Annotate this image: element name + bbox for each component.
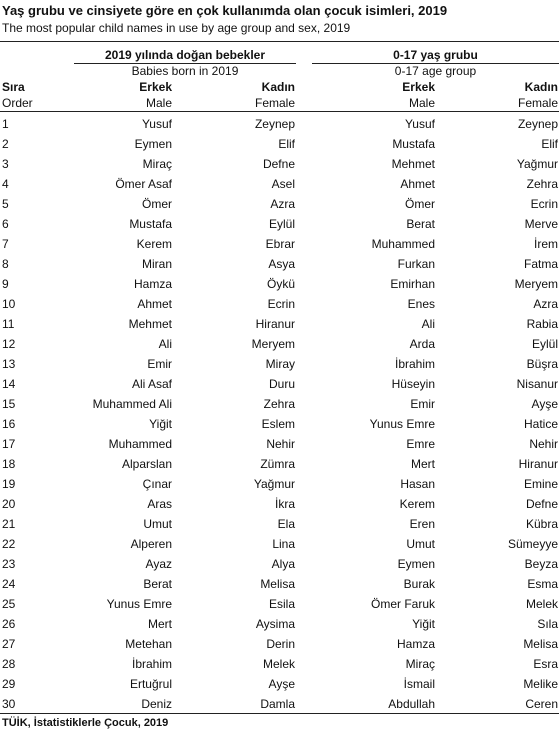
babies-male-name: Alparslan bbox=[121, 457, 172, 471]
babies-male-name: Kerem bbox=[136, 237, 172, 251]
babies-female-name: Ela bbox=[277, 517, 295, 531]
rank-header-en: Order bbox=[2, 96, 33, 110]
age-female-name: Defne bbox=[525, 497, 558, 511]
babies-female-name: Damla bbox=[260, 697, 295, 711]
group-babies-title: 2019 yılında doğan bebekler bbox=[104, 48, 266, 62]
babies-male-name: Ali Asaf bbox=[131, 377, 172, 391]
babies-female-name: Defne bbox=[262, 157, 295, 171]
table-row bbox=[0, 434, 559, 454]
babies-female-name: Eslem bbox=[261, 417, 295, 431]
group-age-subtitle: 0-17 age group bbox=[394, 64, 477, 78]
table-row bbox=[0, 254, 559, 274]
rank-cell: 2 bbox=[2, 137, 9, 151]
age-female-name: Rabia bbox=[526, 317, 558, 331]
babies-female-name: Asya bbox=[268, 257, 295, 271]
age-female-name: Fatma bbox=[523, 257, 558, 271]
age-female-name: Azra bbox=[533, 297, 558, 311]
babies-male-name: Deniz bbox=[141, 697, 172, 711]
babies-male-name: Mert bbox=[148, 617, 172, 631]
rank-cell: 5 bbox=[2, 197, 9, 211]
babies-male-name: Ertuğrul bbox=[129, 677, 172, 691]
age-female-header-tr: Kadın bbox=[524, 80, 558, 94]
age-female-name: Meryem bbox=[514, 277, 558, 291]
age-female-name: Ecrin bbox=[530, 197, 558, 211]
age-male-name: İbrahim bbox=[394, 357, 435, 371]
age-female-header-en: Female bbox=[517, 96, 558, 110]
age-female-name: Sıla bbox=[537, 617, 558, 631]
babies-female-name: Melisa bbox=[260, 577, 295, 591]
babies-female-header-tr: Kadın bbox=[261, 80, 295, 94]
age-female-name: Ayşe bbox=[531, 397, 558, 411]
age-male-name: Mert bbox=[411, 457, 435, 471]
rank-cell: 13 bbox=[2, 357, 16, 371]
age-male-name: Ali bbox=[421, 317, 435, 331]
age-male-name: İsmail bbox=[403, 677, 435, 691]
age-male-name: Hamza bbox=[396, 637, 435, 651]
age-female-name: Nisanur bbox=[516, 377, 558, 391]
group-age-rule bbox=[312, 63, 559, 64]
rank-cell: 24 bbox=[2, 577, 16, 591]
rank-cell: 23 bbox=[2, 557, 16, 571]
age-male-name: Arda bbox=[409, 337, 435, 351]
rank-cell: 30 bbox=[2, 697, 16, 711]
babies-female-name: Lina bbox=[272, 537, 295, 551]
babies-male-name: İbrahim bbox=[131, 657, 172, 671]
babies-male-name: Eymen bbox=[134, 137, 172, 151]
table-row bbox=[0, 554, 559, 574]
rank-cell: 8 bbox=[2, 257, 9, 271]
age-female-name: Büşra bbox=[526, 357, 558, 371]
rank-cell: 7 bbox=[2, 237, 9, 251]
header-rule bbox=[0, 111, 559, 112]
rank-cell: 4 bbox=[2, 177, 9, 191]
group-age-header bbox=[312, 48, 559, 62]
group-babies-subtitle: Babies born in 2019 bbox=[131, 64, 239, 78]
table-row bbox=[0, 654, 559, 674]
age-female-name: Melek bbox=[525, 597, 558, 611]
table-row bbox=[0, 574, 559, 594]
babies-male-name: Emir bbox=[147, 357, 172, 371]
babies-female-name: Zümra bbox=[260, 457, 295, 471]
babies-female-header-en: Female bbox=[254, 96, 295, 110]
rank-cell: 25 bbox=[2, 597, 16, 611]
table-row bbox=[0, 174, 559, 194]
table-row bbox=[0, 674, 559, 694]
age-male-name: Furkan bbox=[397, 257, 435, 271]
babies-female-name: Derin bbox=[266, 637, 295, 651]
babies-male-name: Ömer bbox=[142, 197, 172, 211]
babies-male-name: Ayaz bbox=[145, 557, 172, 571]
age-male-name: Yunus Emre bbox=[369, 417, 435, 431]
babies-female-name: Esila bbox=[268, 597, 295, 611]
age-male-name: Ömer Faruk bbox=[370, 597, 435, 611]
table-row bbox=[0, 534, 559, 554]
babies-female-name: Yağmur bbox=[253, 477, 295, 491]
age-female-name: Hiranur bbox=[518, 457, 558, 471]
babies-female-name: Ecrin bbox=[267, 297, 295, 311]
age-male-name: Eymen bbox=[397, 557, 435, 571]
age-female-name: Kübra bbox=[525, 517, 558, 531]
rank-cell: 28 bbox=[2, 657, 16, 671]
babies-male-name: Yiğit bbox=[149, 417, 172, 431]
babies-male-name: Berat bbox=[143, 577, 172, 591]
babies-male-name: Metehan bbox=[125, 637, 172, 651]
age-male-name: Muhammed bbox=[371, 237, 435, 251]
rank-cell: 19 bbox=[2, 477, 16, 491]
table-row bbox=[0, 614, 559, 634]
babies-female-name: Asel bbox=[271, 177, 295, 191]
babies-female-name: Ebrar bbox=[265, 237, 295, 251]
source-note: TÜİK, İstatistiklerle Çocuk, 2019 bbox=[2, 717, 169, 729]
babies-male-name: Ali bbox=[158, 337, 172, 351]
babies-female-name: Nehir bbox=[266, 437, 295, 451]
babies-male-name: Umut bbox=[143, 517, 172, 531]
rank-cell: 1 bbox=[2, 117, 9, 131]
rank-cell: 11 bbox=[2, 317, 15, 331]
rank-cell: 14 bbox=[2, 377, 16, 391]
rank-cell: 22 bbox=[2, 537, 16, 551]
rank-cell: 21 bbox=[2, 517, 16, 531]
babies-male-name: Yunus Emre bbox=[106, 597, 172, 611]
group-babies-header bbox=[74, 48, 296, 62]
table-row bbox=[0, 694, 559, 714]
age-male-name: Eren bbox=[409, 517, 435, 531]
age-male-name: Kerem bbox=[399, 497, 435, 511]
age-female-name: Sümeyye bbox=[507, 537, 558, 551]
babies-female-name: Elif bbox=[278, 137, 295, 151]
names-table bbox=[0, 114, 559, 714]
table-row bbox=[0, 314, 559, 334]
babies-male-name: Aras bbox=[147, 497, 172, 511]
bottom-rule bbox=[0, 713, 559, 714]
babies-female-name: Melek bbox=[262, 657, 295, 671]
age-male-name: Burak bbox=[403, 577, 435, 591]
age-female-name: Esma bbox=[527, 577, 558, 591]
rank-cell: 27 bbox=[2, 637, 16, 651]
age-female-name: Zehra bbox=[526, 177, 558, 191]
rank-cell: 16 bbox=[2, 417, 16, 431]
babies-female-name: Zehra bbox=[263, 397, 295, 411]
age-female-name: Melisa bbox=[523, 637, 558, 651]
age-female-name: İrem bbox=[534, 237, 558, 251]
babies-male-name: Ömer Asaf bbox=[115, 177, 172, 191]
age-female-name: Nehir bbox=[529, 437, 558, 451]
age-female-name: Hatice bbox=[523, 417, 558, 431]
rank-cell: 18 bbox=[2, 457, 16, 471]
babies-female-name: Miray bbox=[265, 357, 295, 371]
age-female-name: Eylül bbox=[531, 337, 558, 351]
age-male-name: Yusuf bbox=[404, 117, 435, 131]
rank-cell: 10 bbox=[2, 297, 16, 311]
age-male-name: Umut bbox=[406, 537, 435, 551]
babies-female-name: Zeynep bbox=[254, 117, 295, 131]
table-row bbox=[0, 374, 559, 394]
table-row bbox=[0, 294, 559, 314]
table-row bbox=[0, 334, 559, 354]
rank-header-tr: Sıra bbox=[2, 80, 25, 94]
age-male-name: Hasan bbox=[400, 477, 435, 491]
age-male-name: Emirhan bbox=[390, 277, 435, 291]
age-male-name: Ömer bbox=[405, 197, 435, 211]
babies-male-name: Mehmet bbox=[128, 317, 172, 331]
page-subtitle: The most popular child names in use by age group and sex, 2019 bbox=[2, 21, 351, 35]
babies-female-name: İkra bbox=[274, 497, 295, 511]
babies-female-name: Azra bbox=[270, 197, 295, 211]
table-row bbox=[0, 454, 559, 474]
age-female-name: Emine bbox=[523, 477, 558, 491]
group-babies-rule bbox=[74, 63, 296, 64]
table-row bbox=[0, 194, 559, 214]
rank-cell: 17 bbox=[2, 437, 16, 451]
age-female-name: Ceren bbox=[525, 697, 558, 711]
age-male-name: Emre bbox=[406, 437, 435, 451]
babies-male-name: Ahmet bbox=[137, 297, 172, 311]
rank-cell: 26 bbox=[2, 617, 16, 631]
age-female-name: Esra bbox=[533, 657, 558, 671]
age-male-name: Yiğit bbox=[412, 617, 435, 631]
age-male-header-tr: Erkek bbox=[402, 80, 435, 94]
table-row bbox=[0, 354, 559, 374]
age-male-name: Abdullah bbox=[388, 697, 435, 711]
babies-female-name: Ayşe bbox=[268, 677, 295, 691]
rank-cell: 15 bbox=[2, 397, 16, 411]
babies-female-name: Duru bbox=[268, 377, 295, 391]
babies-male-name: Hamza bbox=[133, 277, 172, 291]
table-row bbox=[0, 474, 559, 494]
age-female-name: Yağmur bbox=[516, 157, 558, 171]
top-rule bbox=[0, 41, 559, 42]
babies-female-name: Eylül bbox=[268, 217, 295, 231]
age-male-name: Miraç bbox=[405, 657, 435, 671]
table-row bbox=[0, 594, 559, 614]
table-row bbox=[0, 394, 559, 414]
age-male-name: Berat bbox=[406, 217, 435, 231]
age-female-name: Melike bbox=[523, 677, 558, 691]
babies-female-name: Alya bbox=[271, 557, 295, 571]
table-row bbox=[0, 514, 559, 534]
babies-female-name: Öykü bbox=[266, 277, 295, 291]
age-female-name: Zeynep bbox=[517, 117, 558, 131]
age-male-name: Mehmet bbox=[391, 157, 435, 171]
table-row bbox=[0, 214, 559, 234]
age-female-name: Beyza bbox=[524, 557, 558, 571]
babies-male-name: Muhammed Ali bbox=[92, 397, 172, 411]
babies-female-name: Hiranur bbox=[255, 317, 295, 331]
rank-cell: 29 bbox=[2, 677, 16, 691]
table-row bbox=[0, 414, 559, 434]
age-male-name: Mustafa bbox=[392, 137, 435, 151]
babies-male-name: Miran bbox=[141, 257, 172, 271]
babies-male-name: Çınar bbox=[142, 477, 172, 491]
age-male-name: Ahmet bbox=[400, 177, 435, 191]
rank-cell: 6 bbox=[2, 217, 9, 231]
babies-male-name: Alperen bbox=[130, 537, 172, 551]
rank-cell: 3 bbox=[2, 157, 9, 171]
table-row bbox=[0, 234, 559, 254]
table-row bbox=[0, 494, 559, 514]
babies-male-name: Miraç bbox=[142, 157, 172, 171]
babies-male-header-en: Male bbox=[145, 96, 172, 110]
rank-cell: 12 bbox=[2, 337, 16, 351]
table-row bbox=[0, 114, 559, 134]
age-male-name: Hüseyin bbox=[391, 377, 435, 391]
age-female-name: Elif bbox=[541, 137, 558, 151]
rank-cell: 9 bbox=[2, 277, 9, 291]
table-row bbox=[0, 154, 559, 174]
babies-male-name: Yusuf bbox=[141, 117, 172, 131]
table-row bbox=[0, 134, 559, 154]
babies-female-name: Aysima bbox=[255, 617, 295, 631]
age-male-name: Emir bbox=[410, 397, 435, 411]
babies-male-header-tr: Erkek bbox=[139, 80, 172, 94]
group-age-title: 0-17 yaş grubu bbox=[393, 48, 478, 62]
age-male-header-en: Male bbox=[408, 96, 435, 110]
babies-male-name: Mustafa bbox=[129, 217, 172, 231]
babies-female-name: Meryem bbox=[251, 337, 295, 351]
rank-cell: 20 bbox=[2, 497, 16, 511]
page-title: Yaş grubu ve cinsiyete göre en çok kullanımda olan çocuk isimleri, 2019 bbox=[2, 3, 448, 18]
table-row bbox=[0, 634, 559, 654]
age-male-name: Enes bbox=[407, 297, 435, 311]
table-row bbox=[0, 274, 559, 294]
babies-male-name: Muhammed bbox=[108, 437, 172, 451]
age-female-name: Merve bbox=[524, 217, 558, 231]
